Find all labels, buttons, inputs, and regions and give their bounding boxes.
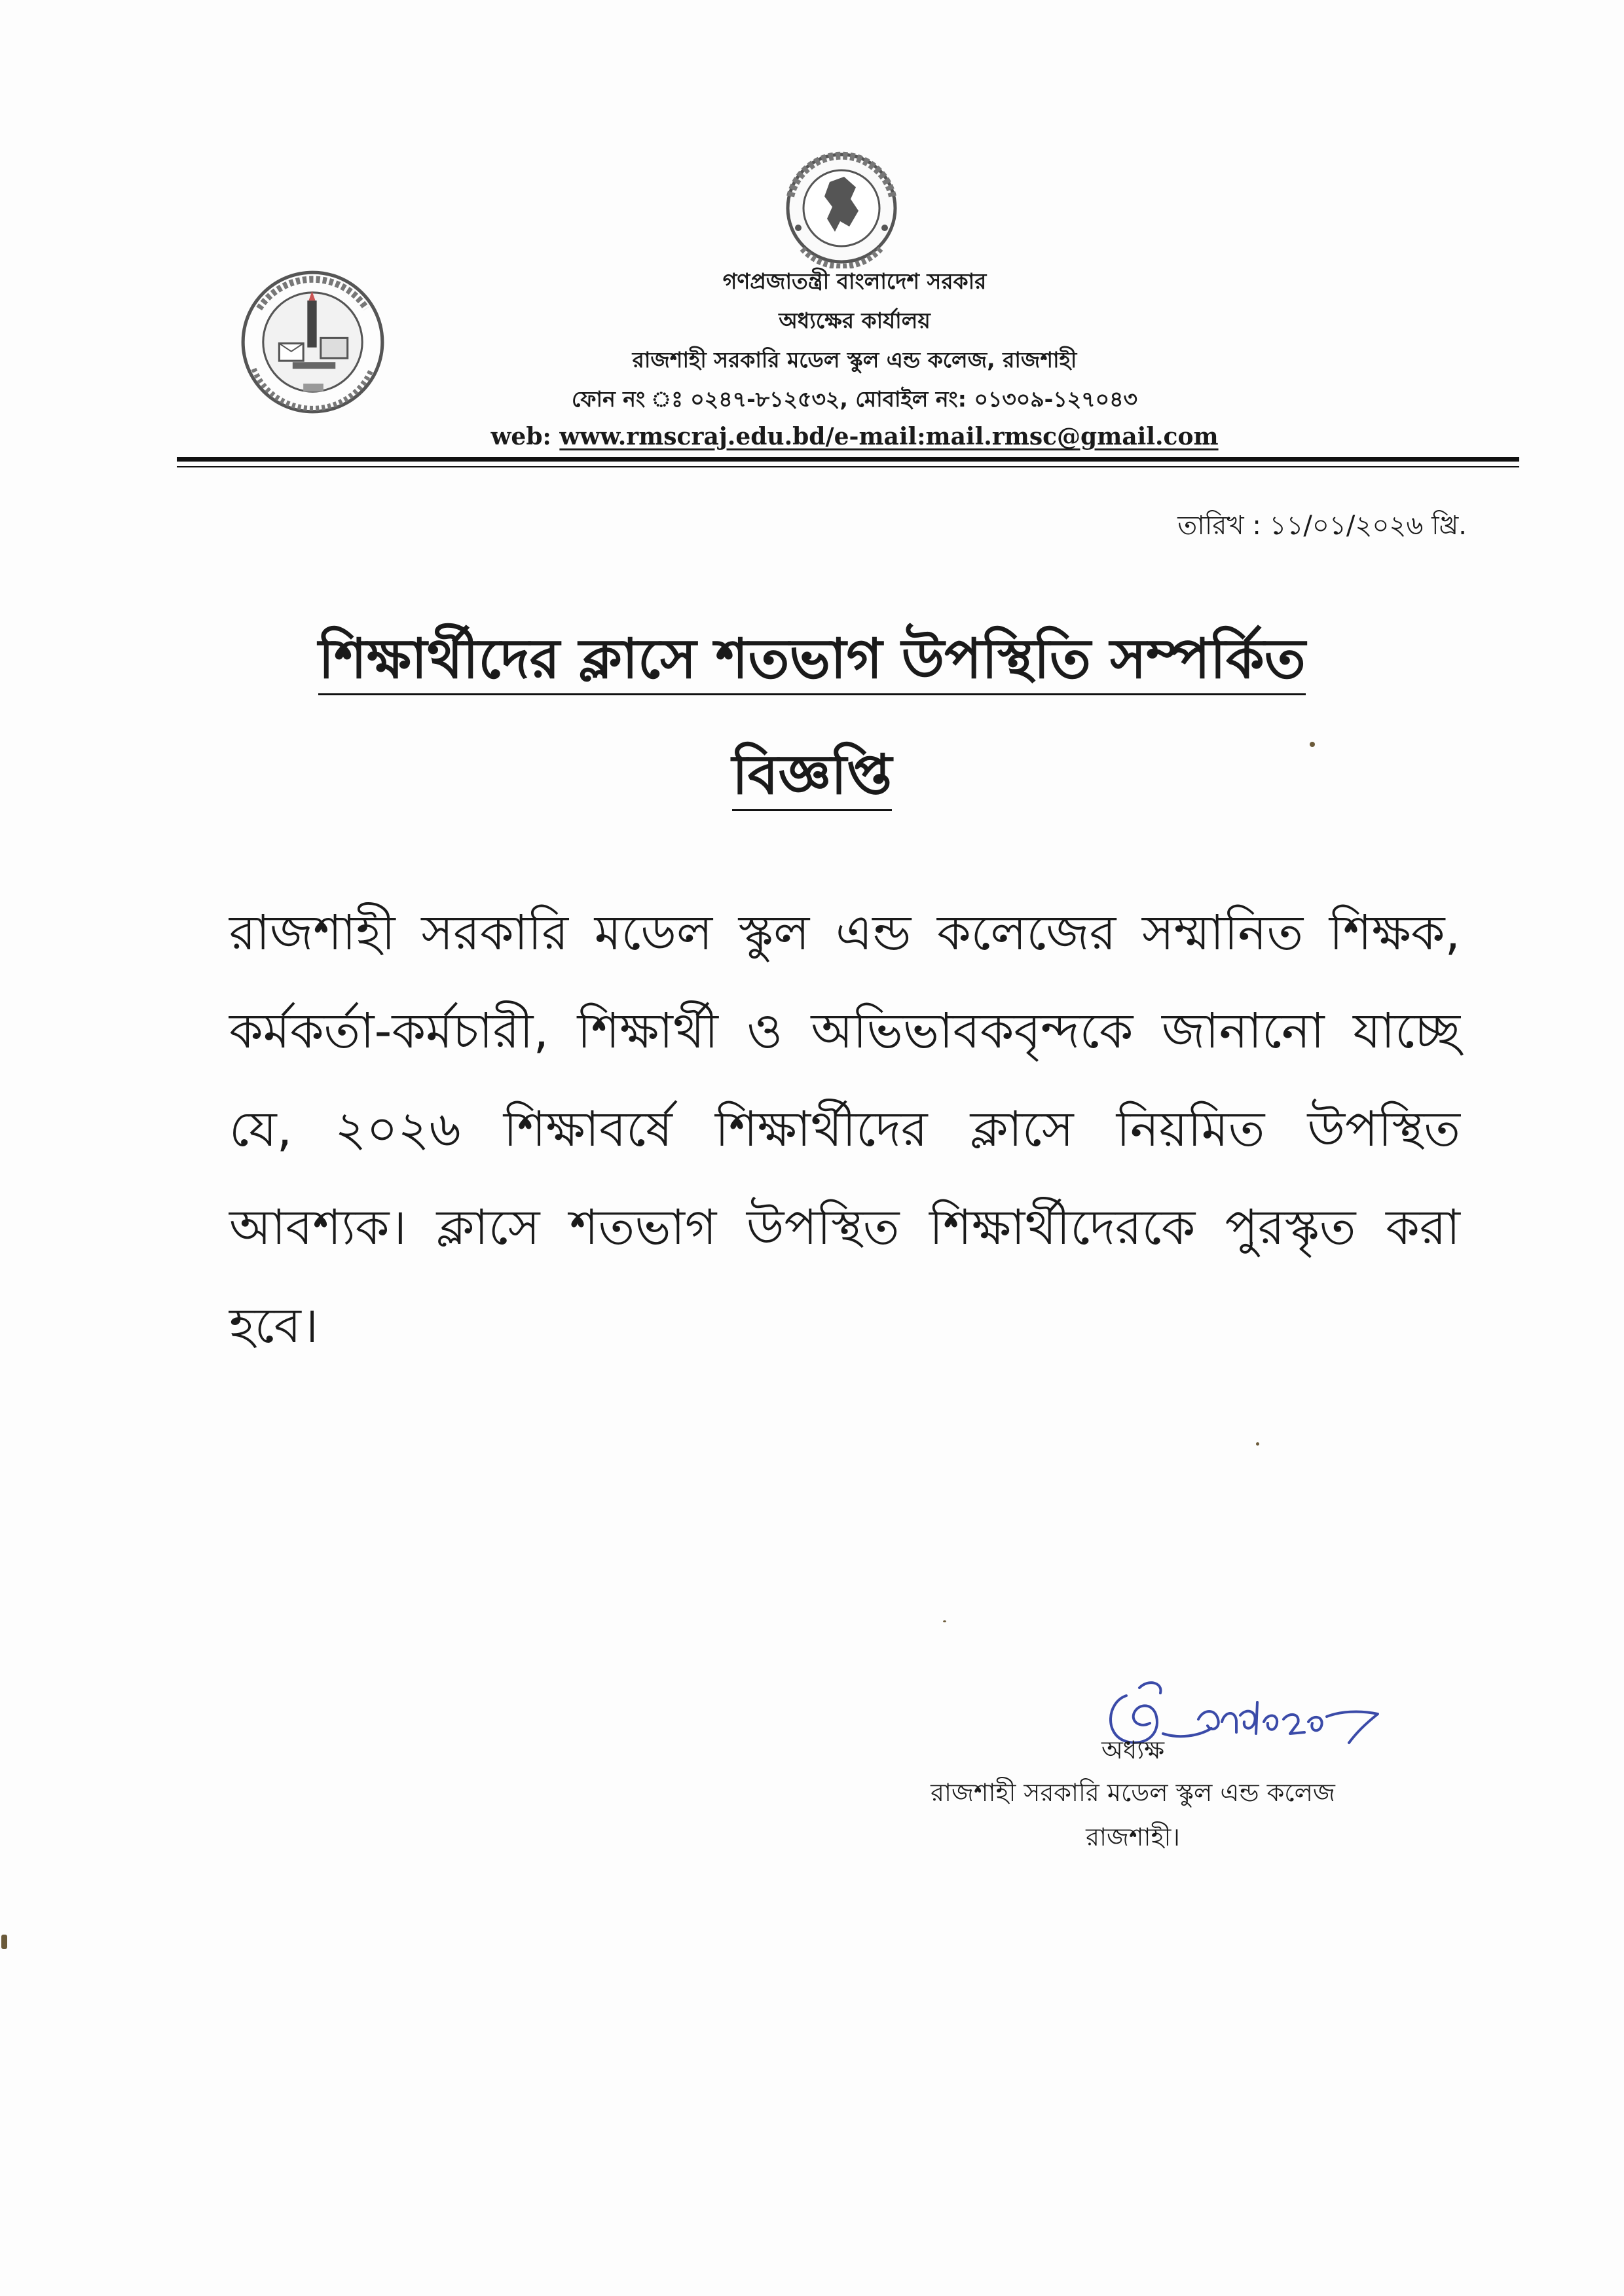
web-label: web: bbox=[490, 423, 551, 450]
notice-date: তারিখ : ১১/০১/২০২৬ খ্রি. bbox=[1177, 511, 1467, 541]
scan-speck bbox=[943, 1620, 946, 1622]
notice-title-line-1 bbox=[196, 621, 1428, 697]
header-government: গণপ্রজাতন্ত্রী বাংলাদেশ সরকার bbox=[722, 268, 987, 294]
scan-speck bbox=[1, 1935, 7, 1949]
signatory-title: অধ্যক্ষ bbox=[1101, 1736, 1164, 1764]
signatory-city: রাজশাহী। bbox=[1086, 1823, 1180, 1851]
header-rule-thin bbox=[177, 466, 1519, 467]
notice-title-line-2 bbox=[196, 737, 1428, 812]
header-institution-address: রাজশাহী সরকারি মডেল স্কুল এন্ড কলেজ, রাজশাহী bbox=[632, 347, 1077, 373]
website-email-link[interactable]: www.rmscraj.edu.bd/e-mail:mail.rmsc@gmail.com bbox=[559, 423, 1219, 450]
header-rule-thick bbox=[177, 457, 1519, 462]
scan-speck bbox=[1310, 742, 1315, 747]
header-web-line bbox=[458, 422, 1251, 451]
government-seal-emblem bbox=[776, 151, 907, 268]
notice-title-text-2: বিজ্ঞপ্তি bbox=[732, 742, 892, 811]
signatory-institution: রাজশাহী সরকারি মডেল স্কুল এন্ড কলেজ bbox=[931, 1778, 1335, 1807]
notice-body-text: রাজশাহী সরকারি মডেল স্কুল এন্ড কলেজের সম্মানিত শিক্ষক, কর্মকর্তা-কর্মচারী, শিক্ষার্থী ও অভিভাবকবৃন্দকে জানানো যাচ্ছে যে, ২০২৬ শিক্ষাবর্ষে শিক্ষার্থীদের ক্লাসে নিয়মিত উপস্থিত আবশ্যক। ক্লাসে শতভাগ উপস্থিত শিক্ষার্থীদেরকে পুরস্কৃত করা হবে। bbox=[229, 905, 1460, 1354]
school-logo-emblem bbox=[239, 268, 386, 416]
notice-title-text-1: শিক্ষার্থীদের ক্লাসে শতভাগ উপস্থিতি সম্পর্কিত bbox=[318, 627, 1306, 695]
header-phone-line: ফোন নং ঃ ০২৪৭-৮১২৫৩২, মোবাইল নং: ০১৩০৯-১২৭০৪৩ bbox=[572, 386, 1137, 412]
header-office: অধ্যক্ষের কার্যালয় bbox=[779, 308, 931, 333]
scan-speck bbox=[1256, 1442, 1259, 1446]
